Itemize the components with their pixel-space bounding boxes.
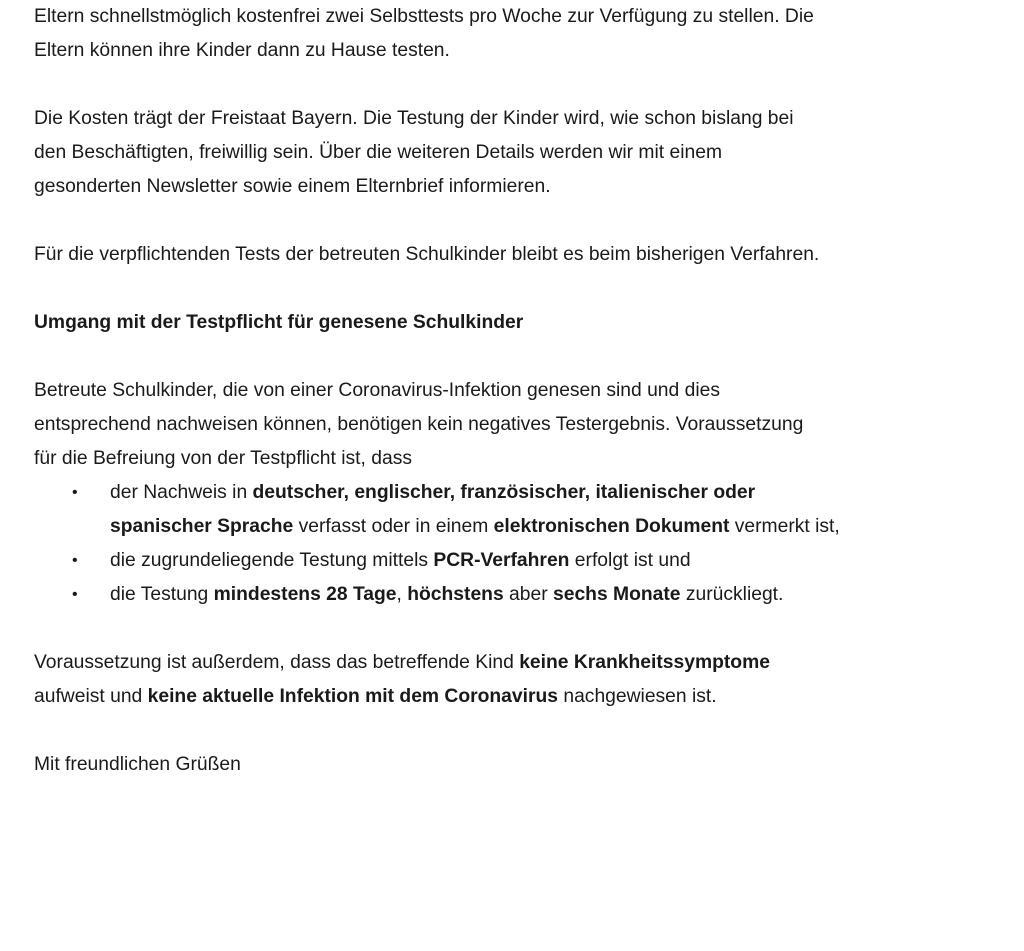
item-text: verfasst oder in einem [293,516,494,537]
text-line: nachgewiesen ist. [558,686,717,707]
item-bold: deutscher, englischer, französischer, italienischer oder [252,482,756,503]
text-line: entsprechend nachweisen können, benötigen kein negatives Testergebnis. Voraussetzung [34,414,804,435]
text-line: Voraussetzung ist außerdem, dass das betreffende Kind [34,652,520,673]
text-line: Die Kosten trägt der Freistaat Bayern. Die Testung der Kinder wird, wie schon bislang bei [34,108,794,129]
item-bold: höchstens [407,584,504,605]
paragraph-selftests [34,0,1019,68]
paragraph-recovered-children [34,374,1019,476]
text-line: gesonderten Newsletter sowie einem Elternbrief informieren. [34,176,551,197]
document-body [34,0,1019,782]
text-line: den Beschäftigten, freiwillig sein. Über die weiteren Details werden wir mit einem [34,142,723,163]
list-item [34,578,1019,612]
closing-text: Mit freundlichen Grüßen [34,754,241,775]
text-line: Betreute Schulkinder, die von einer Coronavirus-Infektion genesen sind und dies [34,380,720,401]
text-line: aufweist und [34,686,148,707]
bullet-icon: • [72,586,78,603]
text-line: Für die verpflichtenden Tests der betreuten Schulkinder bleibt es beim bisherigen Verfahren. [34,244,820,265]
text-bold: keine aktuelle Infektion mit dem Coronavirus [147,686,558,707]
heading-text: Umgang mit der Testpflicht für genesene Schulkinder [34,312,524,333]
requirements-list [34,476,1019,612]
text-line: Eltern schnellstmöglich kostenfrei zwei Selbsttests pro Woche zur Verfügung zu stellen. Die [34,6,814,27]
item-bold: spanischer Sprache [110,516,294,537]
item-text: der Nachweis in [110,482,253,503]
item-text: aber [503,584,553,605]
item-text: , [396,584,408,605]
item-bold: mindestens 28 Tage [213,584,397,605]
paragraph-additional-requirement [34,646,1019,714]
section-heading [34,306,1019,340]
list-item [34,476,1019,544]
text-line: Eltern können ihre Kinder dann zu Hause testen. [34,40,450,61]
item-text: vermerkt ist, [729,516,840,537]
text-bold: keine Krankheitssymptome [519,652,770,673]
bullet-icon: • [72,552,78,569]
text-line: für die Befreiung von der Testpflicht ist, dass [34,448,412,469]
list-item [34,544,1019,578]
item-bold: PCR-Verfahren [433,550,570,571]
item-bold: sechs Monate [553,584,681,605]
item-text: erfolgt ist und [569,550,691,571]
paragraph-costs [34,102,1019,204]
paragraph-mandatory-tests [34,238,1019,272]
item-text: die Testung [110,584,214,605]
item-text: die zugrundeliegende Testung mittels [110,550,434,571]
item-bold: elektronischen Dokument [493,516,730,537]
bullet-icon: • [72,484,78,501]
item-text: zurückliegt. [680,584,784,605]
closing-salutation [34,748,1019,782]
